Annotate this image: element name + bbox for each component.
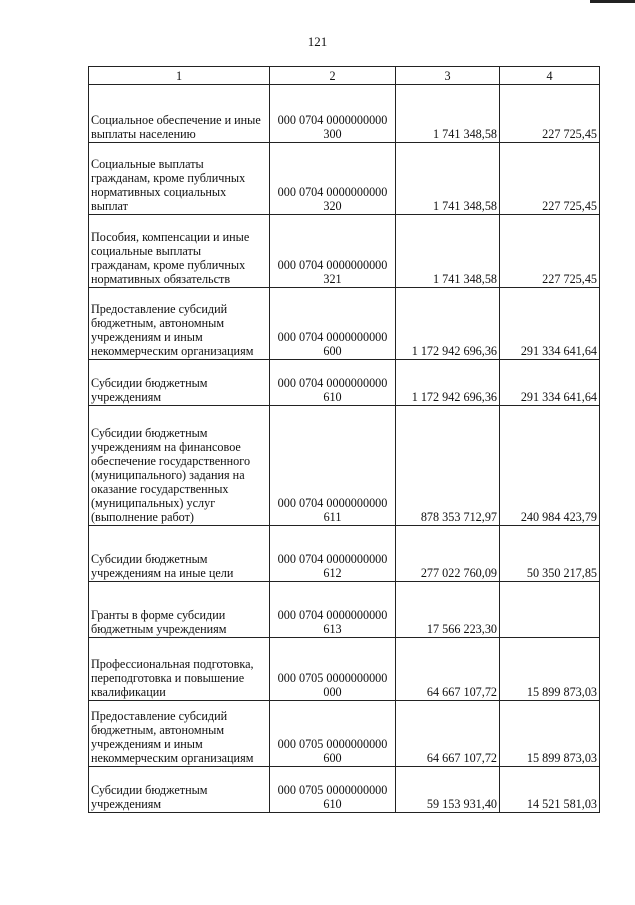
table-row (89, 638, 600, 701)
row-name-line: учреждениям и иным (91, 330, 203, 344)
row-code-line: 321 (323, 272, 342, 286)
table-row (89, 406, 600, 526)
row-code-cell (270, 767, 396, 813)
row-value-col4: 15 899 873,03 (500, 638, 600, 701)
row-code-cell (270, 360, 396, 406)
row-value-col4: 15 899 873,03 (500, 701, 600, 767)
column-header-2: 2 (270, 67, 396, 85)
row-name-cell (89, 767, 270, 813)
row-code-line: 000 0704 0000000000 (277, 185, 388, 199)
row-code-line: 000 0704 0000000000 (277, 113, 388, 127)
row-value-col4: 291 334 641,64 (500, 360, 600, 406)
row-code-line: 600 (323, 344, 342, 358)
row-name-line: Субсидии бюджетным (91, 552, 208, 566)
row-value-col3: 1 172 942 696,36 (396, 360, 500, 406)
row-name-line: Субсидии бюджетным (91, 426, 208, 440)
table-row (89, 215, 600, 288)
row-value-col4 (500, 582, 600, 638)
row-name-line: гражданам, кроме публичных (91, 171, 246, 185)
row-name-line: Социальные выплаты (91, 157, 204, 171)
row-code-cell (270, 288, 396, 360)
row-code-line: 000 0704 0000000000 (277, 258, 388, 272)
row-name-cell (89, 143, 270, 215)
row-value-col3: 277 022 760,09 (396, 526, 500, 582)
row-code-cell (270, 215, 396, 288)
row-code-line: 610 (323, 797, 342, 811)
row-name-line: выплат (91, 199, 128, 213)
row-value-col3: 1 741 348,58 (396, 215, 500, 288)
row-code-cell (270, 143, 396, 215)
row-code-line: 000 0704 0000000000 (277, 608, 388, 622)
row-code-cell (270, 701, 396, 767)
row-code-line: 000 (323, 685, 342, 699)
row-value-col3: 17 566 223,30 (396, 582, 500, 638)
row-name-cell (89, 582, 270, 638)
row-name-line: обеспечение государственного (91, 454, 251, 468)
row-value-col4: 240 984 423,79 (500, 406, 600, 526)
page-corner-mark (590, 0, 635, 3)
row-value-col4: 227 725,45 (500, 85, 600, 143)
row-code-line: 000 0704 0000000000 (277, 552, 388, 566)
page-number: 121 (307, 34, 328, 49)
row-value-col3: 1 741 348,58 (396, 85, 500, 143)
row-name-line: некоммерческим организациям (91, 344, 254, 358)
row-name-line: учреждениям и иным (91, 737, 203, 751)
table-row (89, 526, 600, 582)
row-name-line: социальные выплаты (91, 244, 202, 258)
table-row (89, 767, 600, 813)
row-name-line: выплаты населению (91, 127, 196, 141)
row-name-line: учреждениям на финансовое (91, 440, 241, 454)
row-name-line: (муниципальных) услуг (91, 496, 216, 510)
row-code-line: 000 0705 0000000000 (277, 671, 388, 685)
row-name-cell (89, 288, 270, 360)
table-row (89, 143, 600, 215)
row-name-cell (89, 215, 270, 288)
row-name-line: гражданам, кроме публичных (91, 258, 246, 272)
row-name-line: Предоставление субсидий (91, 302, 228, 316)
row-code-line: 610 (323, 390, 342, 404)
row-name-line: Профессиональная подготовка, (91, 657, 254, 671)
row-code-cell (270, 85, 396, 143)
row-code-line: 000 0704 0000000000 (277, 330, 388, 344)
row-name-cell (89, 638, 270, 701)
row-code-line: 600 (323, 751, 342, 765)
row-name-cell (89, 526, 270, 582)
table-row (89, 582, 600, 638)
row-code-line: 613 (323, 622, 342, 636)
row-code-line: 612 (323, 566, 342, 580)
row-value-col3: 64 667 107,72 (396, 638, 500, 701)
row-value-col3: 878 353 712,97 (396, 406, 500, 526)
column-header-3: 3 (396, 67, 500, 85)
row-code-line: 000 0704 0000000000 (277, 496, 388, 510)
budget-table (88, 66, 600, 813)
row-value-col4: 291 334 641,64 (500, 288, 600, 360)
row-name-line: учреждениям (91, 797, 162, 811)
table-row (89, 701, 600, 767)
row-name-line: бюджетным, автономным (91, 316, 225, 330)
row-name-line: Социальное обеспечение и иные (91, 113, 261, 127)
row-name-line: учреждениям на иные цели (91, 566, 234, 580)
row-name-line: квалификации (91, 685, 166, 699)
row-code-cell (270, 582, 396, 638)
row-name-line: Субсидии бюджетным (91, 783, 208, 797)
row-name-line: некоммерческим организациям (91, 751, 254, 765)
row-value-col4: 227 725,45 (500, 215, 600, 288)
row-name-cell (89, 85, 270, 143)
row-code-line: 611 (323, 510, 342, 524)
column-header-4: 4 (500, 67, 600, 85)
table-row (89, 288, 600, 360)
table-row (89, 85, 600, 143)
row-value-col3: 1 172 942 696,36 (396, 288, 500, 360)
row-value-col4: 227 725,45 (500, 143, 600, 215)
row-name-line: Субсидии бюджетным (91, 376, 208, 390)
row-code-line: 300 (323, 127, 342, 141)
row-code-line: 000 0704 0000000000 (277, 376, 388, 390)
row-value-col3: 1 741 348,58 (396, 143, 500, 215)
row-name-line: (муниципального) задания на (91, 468, 245, 482)
row-name-line: оказание государственных (91, 482, 229, 496)
column-header-1: 1 (89, 67, 270, 85)
row-name-cell (89, 406, 270, 526)
row-name-line: учреждениям (91, 390, 162, 404)
table-row (89, 360, 600, 406)
row-code-line: 000 0705 0000000000 (277, 783, 388, 797)
row-code-line: 320 (323, 199, 342, 213)
row-name-cell (89, 360, 270, 406)
row-code-line: 000 0705 0000000000 (277, 737, 388, 751)
row-value-col4: 14 521 581,03 (500, 767, 600, 813)
row-name-line: бюджетным учреждениям (91, 622, 227, 636)
row-value-col4: 50 350 217,85 (500, 526, 600, 582)
row-name-line: переподготовка и повышение (91, 671, 245, 685)
row-name-line: (выполнение работ) (91, 510, 194, 524)
row-name-line: бюджетным, автономным (91, 723, 225, 737)
row-value-col3: 59 153 931,40 (396, 767, 500, 813)
row-name-cell (89, 701, 270, 767)
table-header-row (89, 67, 600, 85)
budget-table-body (89, 67, 600, 813)
row-code-cell (270, 406, 396, 526)
row-name-line: Пособия, компенсации и иные (91, 230, 250, 244)
row-value-col3: 64 667 107,72 (396, 701, 500, 767)
row-name-line: нормативных социальных (91, 185, 227, 199)
row-code-cell (270, 526, 396, 582)
row-name-line: нормативных обязательств (91, 272, 231, 286)
row-name-line: Предоставление субсидий (91, 709, 228, 723)
row-name-line: Гранты в форме субсидии (91, 608, 226, 622)
row-code-cell (270, 638, 396, 701)
